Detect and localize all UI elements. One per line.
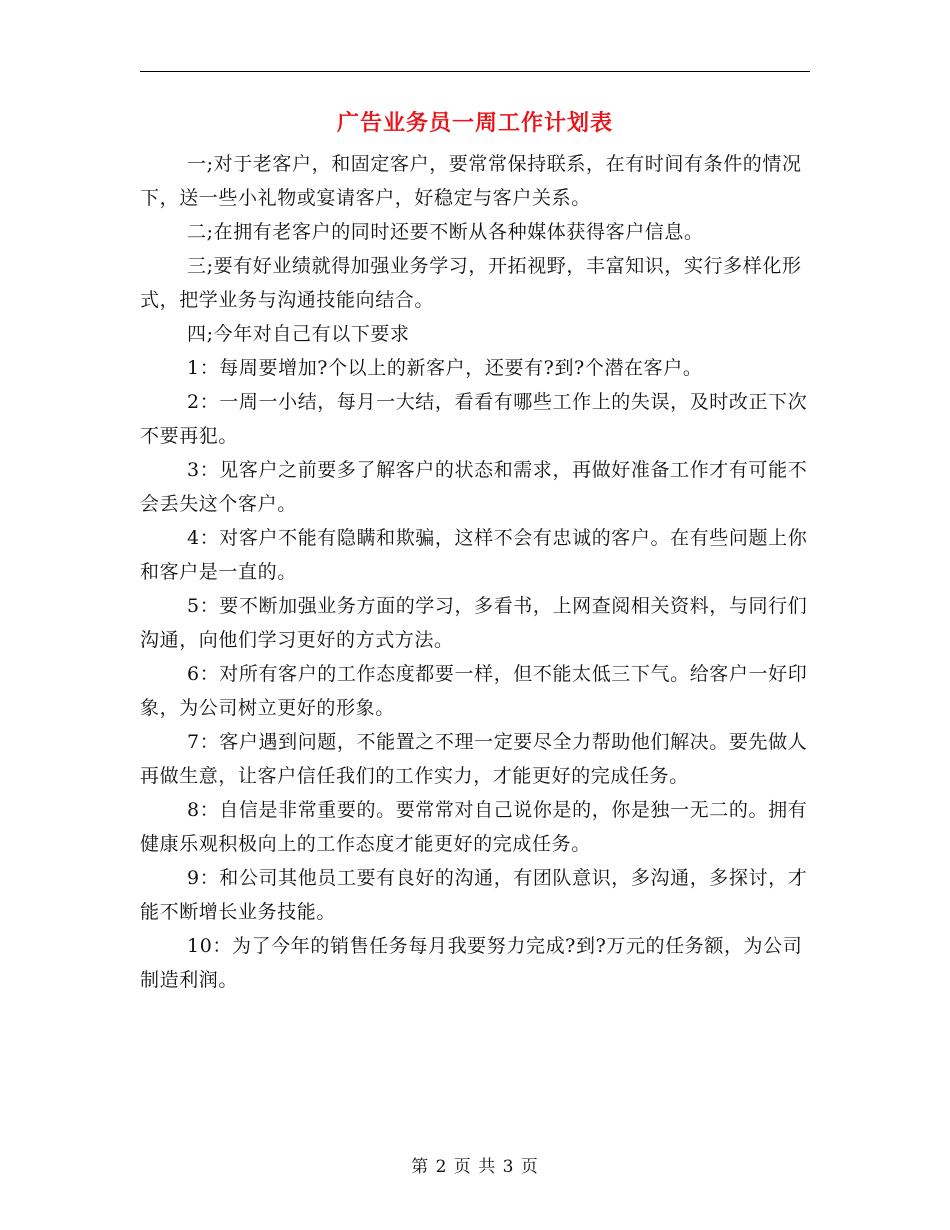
paragraph-2: 二;在拥有老客户的同时还要不断从各种媒体获得客户信息。 [187,221,704,243]
document-body [140,147,818,997]
list-item-3: 3：见客户之前要多了解客户的状态和需求，再做好准备工作才有可能不会丢失这个客户。 [140,459,808,515]
list-item-7: 7：客户遇到问题，不能置之不理一定要尽全力帮助他们解决。要先做人再做生意，让客户信任我们的工作实力，才能更好的完成任务。 [140,731,808,787]
header-rule [140,71,810,72]
document-title: 广告业务员一周工作计划表 [336,110,613,136]
list-item-4: 4：对客户不能有隐瞒和欺骗，这样不会有忠诚的客户。在有些问题上你和客户是一直的。 [140,527,808,583]
list-item-8: 8：自信是非常重要的。要常常对自己说你是的，你是独一无二的。拥有健康乐观积极向上的工作态度才能更好的完成任务。 [140,799,808,855]
paragraph-1: 一;对于老客户，和固定客户，要常常保持联系，在有时间有条件的情况下，送一些小礼物或宴请客户，好稳定与客户关系。 [140,153,802,209]
list-item-2: 2：一周一小结，每月一大结，看看有哪些工作上的失误，及时改正下次不要再犯。 [140,391,808,447]
paragraph-4: 四;今年对自己有以下要求 [187,323,410,345]
paragraph-3: 三;要有好业绩就得加强业务学习，开拓视野，丰富知识，实行多样化形式，把学业务与沟通技能向结合。 [140,255,802,311]
list-item-1: 1：每周要增加?个以上的新客户，还要有?到?个潜在客户。 [187,357,703,379]
list-item-10: 10：为了今年的销售任务每月我要努力完成?到?万元的任务额，为公司制造利润。 [140,935,803,991]
list-item-6: 6：对所有客户的工作态度都要一样，但不能太低三下气。给客户一好印象，为公司树立更好的形象。 [140,663,808,719]
list-item-5: 5：要不断加强业务方面的学习，多看书，上网查阅相关资料，与同行们沟通，向他们学习更好的方式方法。 [140,595,808,651]
list-item-9: 9：和公司其他员工要有良好的沟通，有团队意识，多沟通，多探讨，才能不断增长业务技能。 [140,867,808,923]
page-number-footer: 第 2 页 共 3 页 [411,1157,539,1177]
